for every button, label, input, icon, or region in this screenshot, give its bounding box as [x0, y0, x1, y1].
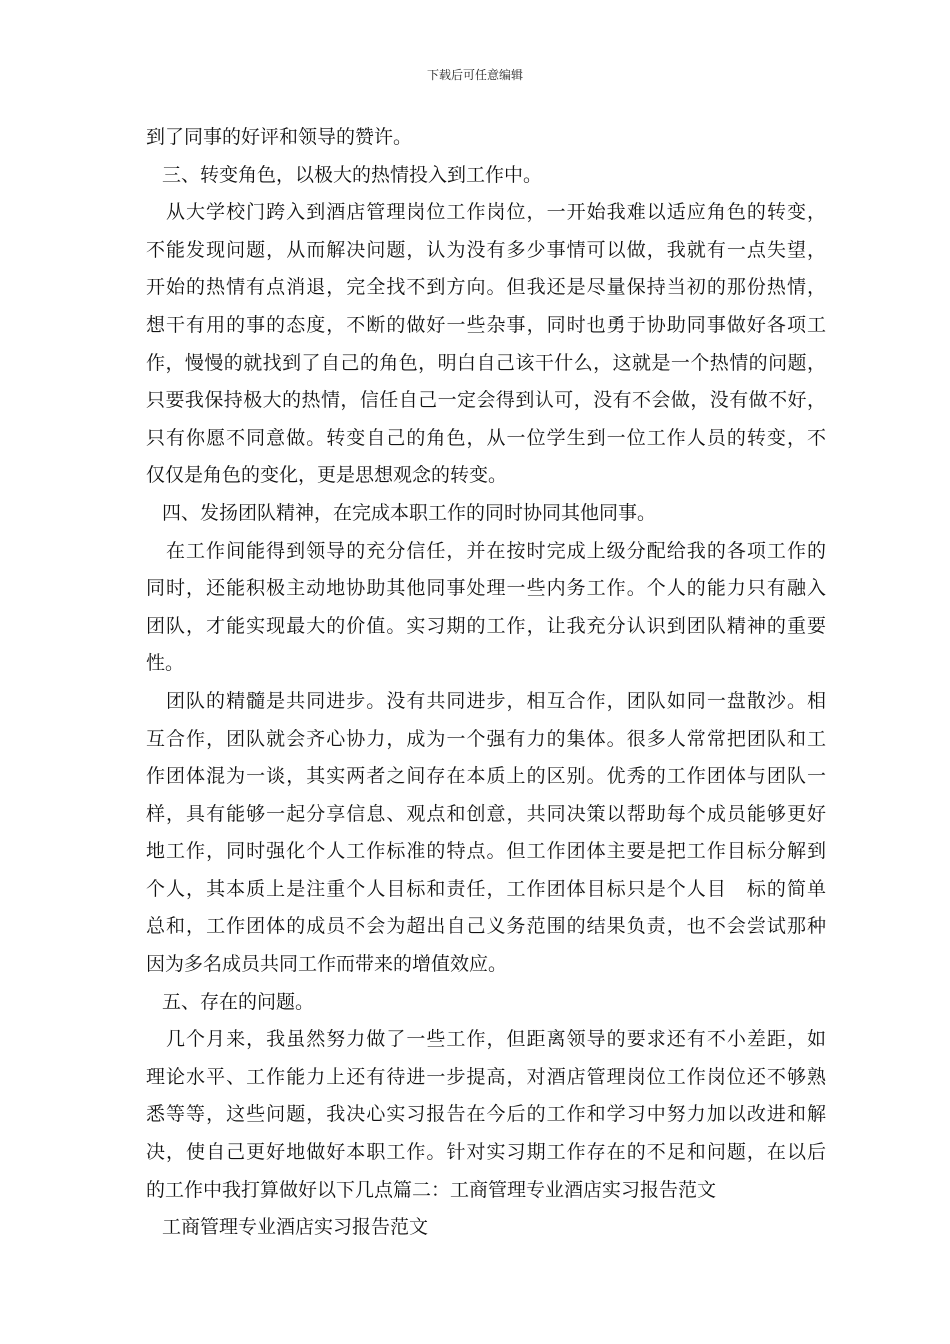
paragraph-line: 个人，其本质上是注重个人目标和责任，工作团体目标只是个人目 标的简单: [146, 877, 826, 900]
section-heading-3: 三、转变角色，以极大的热情投入到工作中。: [162, 163, 543, 186]
section-heading-4: 四、发扬团队精神，在完成本职工作的同时协同其他同事。: [162, 501, 657, 524]
paragraph-line: 想干有用的事的态度，不断的做好一些杂事，同时也勇于协助同事做好各项工: [146, 313, 826, 336]
paragraph-line: 到了同事的好评和领导的赞许。: [146, 126, 413, 148]
paragraph-line: 的工作中我打算做好以下几点篇二：工商管理专业酒店实习报告范文: [146, 1178, 717, 1201]
paragraph-line: 只有你愿不同意做。转变自己的角色，从一位学生到一位工作人员的转变，不: [146, 426, 826, 449]
paragraph-line: 样，具有能够一起分享信息、观点和创意，共同决策以帮助每个成员能够更好: [146, 802, 826, 825]
paragraph-line: 几个月来，我虽然努力做了一些工作，但距离领导的要求还有不小差距，如: [166, 1028, 826, 1051]
paragraph-line: 作团体混为一谈，其实两者之间存在本质上的区别。优秀的工作团体与团队一: [146, 765, 826, 788]
section-heading-5: 五、存在的问题。: [162, 990, 315, 1013]
page-header: 下载后可任意编辑: [426, 68, 523, 82]
paragraph-line: 作，慢慢的就找到了自己的角色，明白自己该干什么，这就是一个热情的问题，: [146, 351, 826, 374]
paragraph-line: 互合作，团队就会齐心协力，成为一个强有力的集体。很多人常常把团队和工: [146, 727, 826, 750]
paragraph-line: 总和，工作团体的成员不会为超出自己义务范围的结果负责，也不会尝试那种: [146, 915, 826, 938]
paragraph-line: 悉等等，这些问题，我决心实习报告在今后的工作和学习中努力加以改进和解: [146, 1103, 826, 1126]
article-title: 工商管理专业酒店实习报告范文: [162, 1216, 429, 1239]
document-body: [146, 119, 826, 1247]
paragraph-line: 从大学校门跨入到酒店管理岗位工作岗位，一开始我难以适应角色的转变，: [166, 201, 826, 224]
paragraph-line: 团队，才能实现最大的价值。实习期的工作，让我充分认识到团队精神的重要: [146, 614, 826, 637]
paragraph-line: 开始的热情有点消退，完全找不到方向。但我还是尽量保持当初的那份热情，: [146, 276, 826, 299]
paragraph-line: 不能发现问题，从而解决问题，认为没有多少事情可以做，我就有一点失望，: [146, 238, 826, 261]
paragraph-line: 只要我保持极大的热情，信任自己一定会得到认可，没有不会做，没有做不好，: [146, 389, 826, 412]
paragraph-line: 因为多名成员共同工作而带来的增值效应。: [146, 953, 508, 976]
paragraph-line: 在工作间能得到领导的充分信任，并在按时完成上级分配给我的各项工作的: [166, 539, 826, 562]
paragraph-line: 性。: [146, 652, 185, 675]
paragraph-line: 同时，还能积极主动地协助其他同事处理一些内务工作。个人的能力只有融入: [146, 577, 826, 600]
paragraph-line: 团队的精髓是共同进步。没有共同进步，相互合作，团队如同一盘散沙。相: [166, 689, 826, 712]
paragraph-line: 地工作，同时强化个人工作标准的特点。但工作团体主要是把工作目标分解到: [146, 840, 826, 863]
paragraph-line: 决，使自己更好地做好本职工作。针对实习期工作存在的不足和问题，在以后: [146, 1141, 826, 1164]
paragraph-line: 理论水平、工作能力上还有待进一步提高，对酒店管理岗位工作岗位还不够熟: [146, 1065, 826, 1088]
paragraph-line: 仅仅是角色的变化，更是思想观念的转变。: [146, 464, 508, 487]
